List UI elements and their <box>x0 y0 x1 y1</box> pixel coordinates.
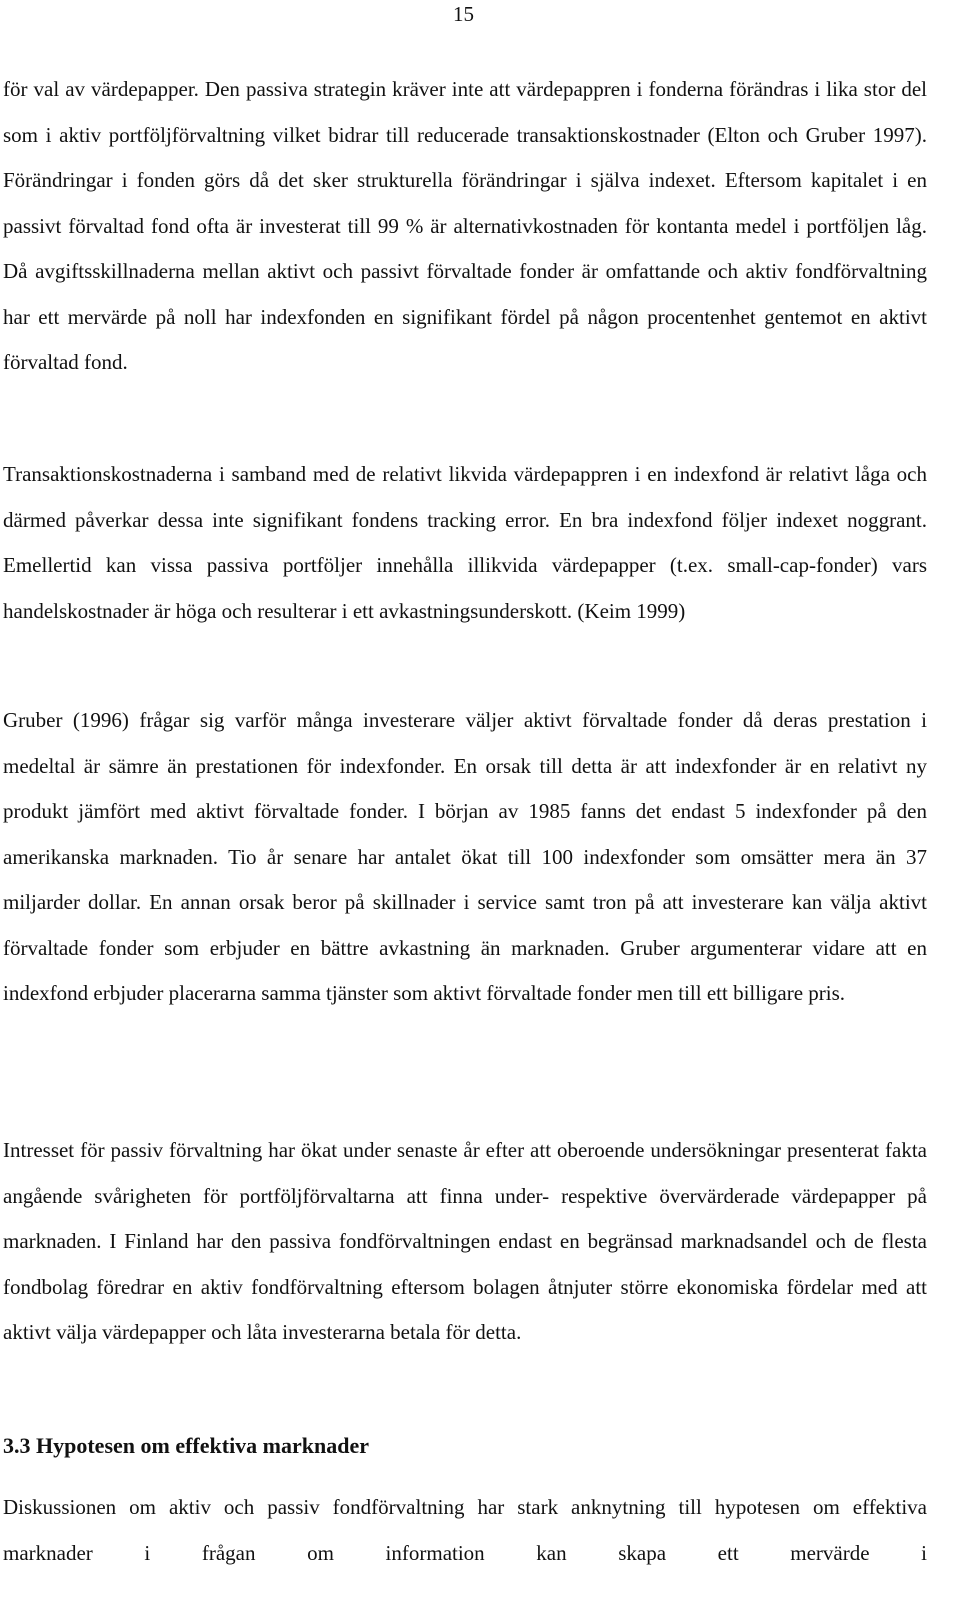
paragraph-passive-interest: Intresset för passiv förvaltning har ökat under senaste år efter att oberoende undersökningar presenterat fakta angående svårigheten för portföljförvaltarna att finna under- respektive övervärderade värdepapper på marknaden. I Finland har den passiva fondförvaltningen endast en begränsad marknadsandel och de flesta fondbolag föredrar en aktiv fondförvaltning eftersom bolagen åtnjuter större ekonomiska fördelar med att aktivt välja värdepapper och låta investerarna betala för detta. <box>3 1138 927 1344</box>
paragraph-gruber-1996: Gruber (1996) frågar sig varför många investerare väljer aktivt förvaltade fonder då deras prestation i medeltal är sämre än prestationen för indexfonder. En orsak till detta är att indexfonder är en relativt ny produkt jämfört med aktivt förvaltade fonder. I början av 1985 fanns det endast 5 indexfonder på den amerikanska marknaden. Tio år senare har antalet ökat till 100 indexfonder som omsätter mera än 37 miljarder dollar. En annan orsak beror på skillnader i service samt tron på att investerare kan välja aktivt förvaltade fonder som erbjuder en bättre avkastning än marknaden. Gruber argumenterar vidare att en indexfond erbjuder placerarna samma tjänster som aktivt förvaltade fonder men till ett billigare pris. <box>3 708 927 1005</box>
paragraph-discussion: Diskussionen om aktiv och passiv fondförvaltning har stark anknytning till hypotesen om effektiva marknader i frågan om information kan skapa ett mervärde i <box>3 1495 927 1565</box>
paragraph-transaction-costs: Transaktionskostnaderna i samband med de relativt likvida värdepappren i en indexfond är relativt låga och därmed påverkar dessa inte signifikant fondens tracking error. En bra indexfond följer indexet noggrant. Emellertid kan vissa passiva portföljer innehålla illikvida värdepapper (t.ex. small-cap-fonder) vars handelskostnader är höga och resulterar i ett avkastningsunderskott. (Keim 1999) <box>3 462 927 623</box>
page-number: 15 <box>453 2 474 26</box>
section-heading: 3.3 Hypotesen om effektiva marknader <box>3 1433 370 1458</box>
paragraph-passive-strategy: för val av värdepapper. Den passiva strategin kräver inte att värdepappren i fonderna förändras i lika stor del som i aktiv portföljförvaltning vilket bidrar till reducerade transaktionskostnader (Elton och Gruber 1997). Förändringar i fonden görs då det sker strukturella förändringar i själva indexet. Eftersom kapitalet i en passivt förvaltad fond ofta är investerat till 99 % är alternativkostnaden för kontanta medel i portföljen låg. Då avgiftsskillnaderna mellan aktivt och passivt förvaltade fonder är omfattande och aktiv fondförvaltning har ett mervärde på noll har indexfonden en signifikant fördel på någon procentenhet gentemot en aktivt förvaltad fond. <box>3 77 927 374</box>
